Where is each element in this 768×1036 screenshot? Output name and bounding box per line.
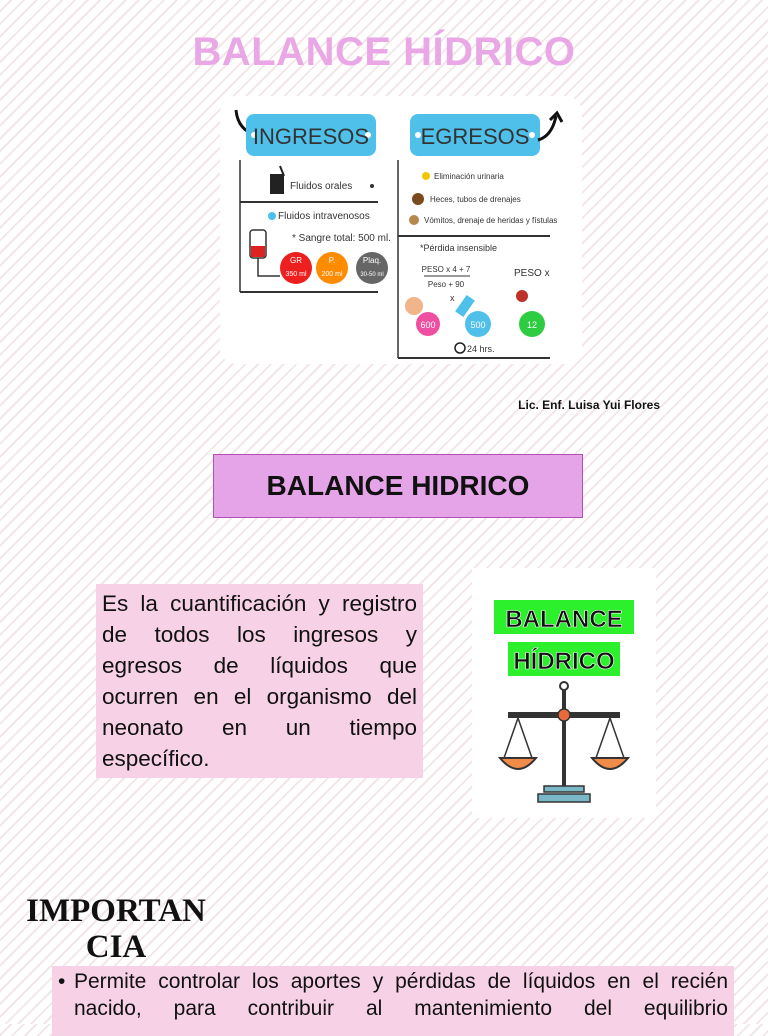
svg-text:P.: P. (328, 256, 336, 265)
svg-text:PESO x: PESO x (514, 268, 550, 279)
importance-heading: IMPORTAN CIA (26, 893, 206, 965)
scale-card-line2: HÍDRICO (513, 648, 615, 675)
svg-text:x: x (450, 293, 455, 303)
svg-text:Vómitos, drenaje de heridas y: Vómitos, drenaje de heridas y fístulas (424, 216, 558, 225)
svg-text:Heces, tubos de drenajes: Heces, tubos de drenajes (430, 195, 521, 204)
svg-text:200 ml: 200 ml (321, 271, 343, 278)
svg-text:Eliminación urinaria: Eliminación urinaria (434, 172, 504, 181)
svg-text:Plaq.: Plaq. (362, 256, 382, 265)
fluidos-iv: Fluidos intravenosos (278, 211, 370, 222)
balance-infographic (220, 96, 582, 364)
fluidos-orales: Fluidos orales (290, 181, 353, 192)
svg-text:Peso + 90: Peso + 90 (427, 280, 465, 289)
scale-card-line1: BALANCE (505, 606, 623, 633)
curved-arrow-icon-2 (538, 116, 556, 140)
ingresos-label: INGRESOS (252, 124, 370, 149)
stool-icon (412, 193, 424, 205)
sangre-total: * Sangre total: 500 ml. (292, 233, 391, 244)
scale-icon (500, 682, 628, 802)
importance-text: Permite controlar los aportes y pérdidas de líquidos en el recién nacido, para contribuir al mantenimiento del equilibrio (74, 970, 728, 1020)
person-icon (516, 290, 528, 302)
page-title: BALANCE HÍDRICO (192, 30, 576, 74)
urine-icon (422, 172, 430, 180)
svg-text:12: 12 (526, 320, 538, 330)
egresos-label: EGRESOS (420, 124, 530, 149)
drop-icon (268, 212, 276, 220)
author-credit: Lic. Enf. Luisa Yui Flores (518, 398, 660, 412)
iv-bag-icon (250, 230, 280, 276)
svg-text:30-50 ml: 30-50 ml (360, 272, 384, 278)
scale-illustration-card (472, 568, 656, 818)
svg-text:*Pérdida insensible: *Pérdida insensible (420, 243, 498, 253)
importance-box (52, 966, 734, 1036)
section-header: BALANCE HIDRICO (213, 454, 583, 518)
svg-text:PESO x 4 + 7: PESO x 4 + 7 (421, 265, 471, 274)
bullet-marker: • (58, 970, 66, 993)
baby-icon (405, 297, 423, 315)
definition-text: Es la cuantificación y registro de todos los ingresos y egresos de líquidos que ocurren en el organismo del neonato en un tiempo específico. (102, 591, 417, 771)
svg-text:500: 500 (470, 320, 486, 330)
definition-box (96, 584, 423, 778)
svg-text:600: 600 (420, 320, 436, 330)
cup-icon (270, 166, 284, 194)
svg-text:GR: GR (290, 256, 302, 265)
clock-icon (455, 343, 465, 353)
svg-text:350 ml: 350 ml (285, 271, 307, 278)
svg-text:24 hrs.: 24 hrs. (467, 344, 495, 354)
